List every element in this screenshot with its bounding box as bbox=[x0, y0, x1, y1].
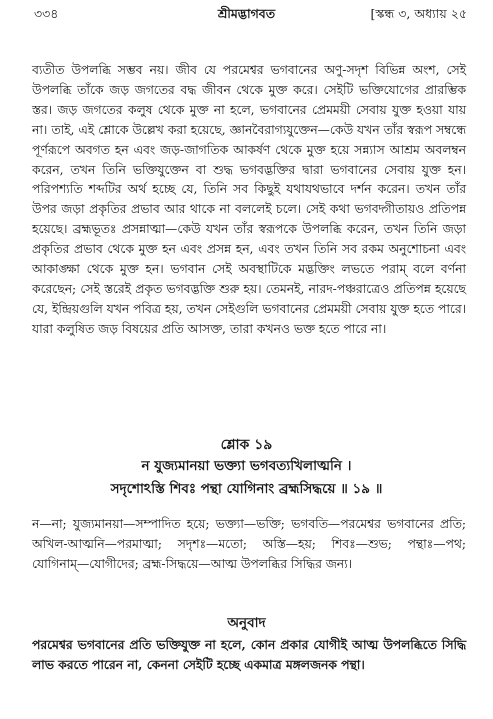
translation-heading: অনুবাদ bbox=[227, 615, 266, 631]
translation-paragraph: পরমেশ্বর ভগবানের প্রতি ভক্তিযুক্ত না হলে, কোন প্রকার যোগীই আত্ম উপলব্ধিতে সিদ্ধি লাভ করতে পারেন না, কেননা সেইটি হচ্ছে একমাত্র মঙ্গলজনক পন্থা। bbox=[32, 637, 466, 673]
section-reference: [স্কন্ধ ৩, অধ্যায় ২৫ bbox=[370, 6, 467, 21]
purport-paragraph: ব্যতীত উপলব্ধি সম্ভব নয়। জীব যে পরমেশ্বর ভগবানের অণু-সদৃশ বিভিন্ন অংশ, সেই উপলব্ধি তাঁকে জড় জগতের বদ্ধ জীবন থেকে মুক্ত করে। সেইটি ভক্তিযোগের প্রারম্ভিক স্তর। জড় জগতের কলুষ থেকে মুক্ত না হলে, ভগবানের প্রেমময়ী সেবায় যুক্ত হওয়া যায় না। তাই, এই শ্লোকে উল্লেখ করা হয়েছে, জ্ঞানবৈরাগ্যযুক্তেন—কেউ যখন তাঁর স্বরূপ সম্বন্ধে পূর্ণরূপে অবগত হন এবং জড়-জাগতিক আকর্ষণ থেকে মুক্ত হয়ে সন্ন্যাস আশ্রম অবলম্বন করেন, তখন তিনি ভক্তিযুক্তেন বা শুদ্ধ ভগবদ্ভক্তির দ্বারা ভগবানের সেবায় যুক্ত হন। পরিপশ্যতি শব্দটির অর্থ হচ্ছে যে, তিনি সব কিছুই যথাযথভাবে দর্শন করেন। তখন তাঁর উপর জড়া প্রকৃতির প্রভাব আর থাকে না বললেই চলে। সেই কথা ভগবদ্গীতায়ও প্রতিপন্ন হয়েছে। ব্রহ্মভূতঃ প্রসন্নাত্মা—কেউ যখন তাঁর স্বরূপকে উপলব্ধি করেন, তখন তিনি জড়া প্রকৃতির প্রভাব থেকে মুক্ত হন এবং প্রসন্ন হন, এবং তখন তিনি সব রকম অনুশোচনা এবং আকাঙ্ক্ষা থেকে মুক্ত হন। ভগবান সেই অবস্থাটিকে মদ্ভক্তিং লভতে পরাম্ বলে বর্ণনা করেছেন; সেই স্তরেই প্রকৃত ভগবদ্ভক্তি শুরু হয়। তেমনই, নারদ-পঞ্চরাত্রেও প্রতিপন্ন হয়েছে যে, ইন্দ্রিয়গুলি যখন পবিত্র হয়, তখন সেইগুলি ভগবানের প্রেমময়ী সেবায় যুক্ত হতে পারে। যারা কলুষিত জড় বিষয়ের প্রতি আসক্ত, তারা কখনও ভক্ত হতে পারে না। bbox=[32, 63, 466, 336]
verse-heading: শ্লোক ১৯ bbox=[220, 437, 273, 453]
page-number: ৩৩৪ bbox=[34, 6, 59, 21]
verse-line-2: সদৃশোঽস্তি শিবঃ পন্থা যোগিনাং ব্রহ্মসিদ্ধয়ে ॥ ১৯ ॥ bbox=[110, 480, 383, 497]
verse-line-1: ন যুজ্যমানয়া ভক্ত্যা ভগবত্যখিলাত্মনি । bbox=[141, 458, 352, 474]
book-title: শ্রীমদ্ভাগবত bbox=[217, 6, 276, 21]
verse-text bbox=[0, 455, 493, 500]
synonyms-paragraph: ন—না; যুজ্যমানয়া—সম্পাদিত হয়ে; ভক্ত্যা—ভক্তি; ভগবতি—পরমেশ্বর ভগবানের প্রতি; অখিল-আত্মনি—পরমাত্মা; সদৃশঃ—মতো; অস্তি—হয়; শিবঃ—শুভ; পন্থাঃ—পথ; যোগিনাম্—যোগীদের; ব্রহ্ম-সিদ্ধয়ে—আত্ম উপলব্ধির সিদ্ধির জন্য। bbox=[32, 517, 466, 571]
